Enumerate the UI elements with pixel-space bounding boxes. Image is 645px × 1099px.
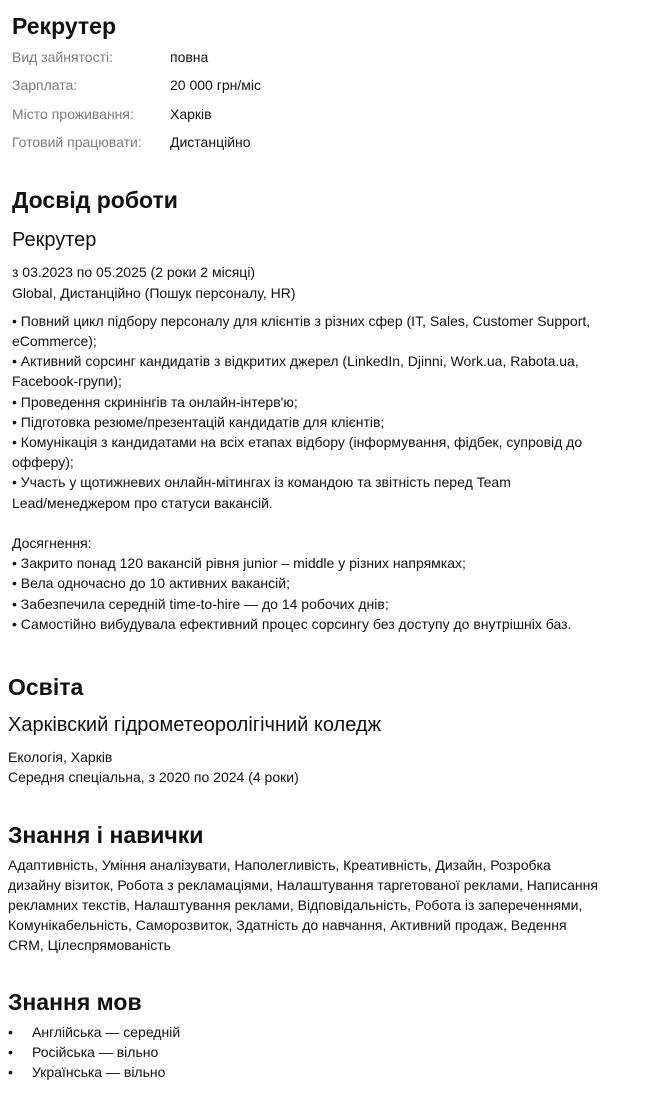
education-institution: Харківский гідрометеоролігічний коледж <box>8 714 381 736</box>
job-description-line: • Підготовка резюме/презентацій кандидатів для клієнтів; <box>12 414 385 430</box>
job-description-line: офферу); <box>12 454 74 470</box>
bullet-icon: • <box>8 1064 13 1080</box>
education-field: Екологія, Харків <box>8 749 113 765</box>
info-label: Місто проживання: <box>12 106 134 122</box>
job-description-line: • Проведення скринінгів та онлайн-інтерв'ю; <box>12 394 298 410</box>
achievement-item: • Самостійно вибудувала ефективний процес сорсингу без доступу до внутрішніх баз. <box>12 616 572 632</box>
job-company: Global, Дистанційно (Пошук персоналу, HR) <box>12 285 296 301</box>
job-description-line: Facebook-групи); <box>12 373 122 389</box>
achievements-title: Досягнення: <box>12 535 92 551</box>
skills-line: рекламних текстів, Налаштування реклами, Відповідальність, Робота із запереченнями, <box>8 897 583 913</box>
achievement-item: • Вела одночасно до 10 активних вакансій; <box>12 575 290 591</box>
info-label: Зарплата: <box>12 77 78 93</box>
job-description-line: eCommerce); <box>12 333 97 349</box>
bullet-icon: • <box>8 1024 13 1040</box>
job-description-line: • Повний цикл підбору персоналу для клієнтів з різних сфер (IT, Sales, Customer Support, <box>12 313 591 329</box>
achievement-item: • Забезпечила середній time-to-hire — до 14 робочих днів; <box>12 596 389 612</box>
info-label: Готовий працювати: <box>12 134 142 150</box>
education-heading: Освіта <box>8 674 84 700</box>
info-label: Вид зайнятості: <box>12 49 114 65</box>
skills-line: Комунікабельність, Саморозвиток, Здатність до навчання, Активний продаж, Ведення <box>8 917 567 933</box>
skills-line: CRM, Цілеспрямованість <box>8 937 171 953</box>
job-description-line: • Участь у щотижневих онлайн-мітингах із командою та звітність перед Team <box>12 474 511 490</box>
skills-heading: Знання і навички <box>8 822 204 848</box>
languages-heading: Знання мов <box>8 989 142 1015</box>
education-level: Середня спеціальна, з 2020 по 2024 (4 роки) <box>8 769 299 785</box>
info-value: повна <box>170 49 209 65</box>
skills-line: Адаптивність, Уміння аналізувати, Наполегливість, Креативність, Дизайн, Розробка <box>8 857 551 873</box>
info-value: 20 000 грн/міс <box>170 77 261 93</box>
achievement-item: • Закрито понад 120 вакансій рівня junior – middle у різних напрямках; <box>12 555 466 571</box>
job-description-line: • Активний сорсинг кандидатів з відкритих джерел (LinkedIn, Djinni, Work.ua, Rabota.ua, <box>12 353 579 369</box>
job-period: з 03.2023 по 05.2025 (2 роки 2 місяці) <box>12 264 256 280</box>
info-value: Харків <box>170 106 212 122</box>
language-entry: Українська — вільно <box>32 1064 166 1080</box>
job-description-line: • Комунікація з кандидатами на всіх етапах відбору (інформування, фідбек, супровід до <box>12 434 583 450</box>
skills-line: дизайну візиток, Робота з рекламаціями, Налаштування таргетованої реклами, Написання <box>8 877 598 893</box>
bullet-icon: • <box>8 1044 13 1060</box>
info-value: Дистанційно <box>170 134 251 150</box>
experience-heading: Досвід роботи <box>12 187 178 213</box>
language-entry: Англійська — середній <box>32 1024 181 1040</box>
language-entry: Російська — вільно <box>32 1044 159 1060</box>
job-description-line: Lead/менеджером про статуси вакансій. <box>12 495 273 511</box>
page-title: Рекрутер <box>12 13 116 39</box>
job-title: Рекрутер <box>12 229 97 251</box>
